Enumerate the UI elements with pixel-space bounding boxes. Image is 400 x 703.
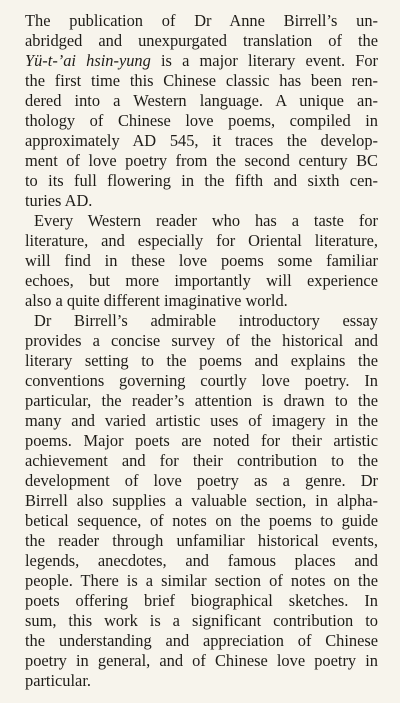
text-line: poetry in general, and of Chinese love poetry in (25, 651, 378, 670)
text-line: legends, anecdotes, and famous places and (25, 551, 378, 570)
text-line: people. There is a similar section of notes on the (25, 571, 378, 590)
text-line: achievement and for their contribution to the (25, 451, 378, 470)
text-line: The publication of Dr Anne Birrell’s un- (25, 11, 378, 30)
text-line: literature, and especially for Oriental literature, (25, 231, 378, 250)
text-line: turies AD. (25, 191, 93, 210)
paragraph-3 (25, 311, 378, 691)
text-line: provides a concise survey of the historical and (25, 331, 378, 350)
text-line: poets offering brief biographical sketches. In (25, 591, 378, 610)
text-line: ment of love poetry from the second century BC (25, 151, 378, 170)
book-title: Yü-t-’ai hsin-yung (25, 51, 151, 70)
text-line: Every Western reader who has a taste for (34, 211, 378, 230)
text-line: particular, the reader’s attention is drawn to the (25, 391, 378, 410)
text-line: echoes, but more importantly will experience (25, 271, 378, 290)
text-line: dered into a Western language. A unique an- (25, 91, 378, 110)
text-line: literary setting to the poems and explains the (25, 351, 378, 370)
text-line: development of love poetry as a genre. Dr (25, 471, 378, 490)
text-line: conventions governing courtly love poetry. In (25, 371, 378, 390)
text-line: approximately AD 545, it traces the develop- (25, 131, 378, 150)
text-line: Birrell also supplies a valuable section, in alpha- (25, 491, 378, 510)
text-line: Dr Birrell’s admirable introductory essay (34, 311, 378, 330)
text-line: many and varied artistic uses of imagery in the (25, 411, 378, 430)
text-line: abridged and unexpurgated translation of the (25, 31, 378, 50)
text-line: also a quite different imaginative world. (25, 291, 288, 310)
paragraph-2 (25, 211, 378, 311)
blurb-text (25, 11, 378, 691)
text-line (25, 51, 378, 71)
text-line-continuation: is a major literary event. For (150, 51, 378, 70)
text-line: poems. Major poets are noted for their artistic (25, 431, 378, 450)
text-line: the reader through unfamiliar historical events, (25, 531, 378, 550)
paragraph-1 (25, 11, 378, 211)
text-line: sum, this work is a significant contribution to (25, 611, 378, 630)
text-line: to its full flowering in the fifth and sixth cen- (25, 171, 378, 190)
text-line: the first time this Chinese classic has been ren- (25, 71, 378, 90)
text-line: betical sequence, of notes on the poems to guide (25, 511, 378, 530)
text-line: particular. (25, 671, 91, 690)
text-line: thology of Chinese love poems, compiled in (25, 111, 378, 130)
text-line: will find in these love poems some familiar (25, 251, 378, 270)
text-line: the understanding and appreciation of Chinese (25, 631, 378, 650)
